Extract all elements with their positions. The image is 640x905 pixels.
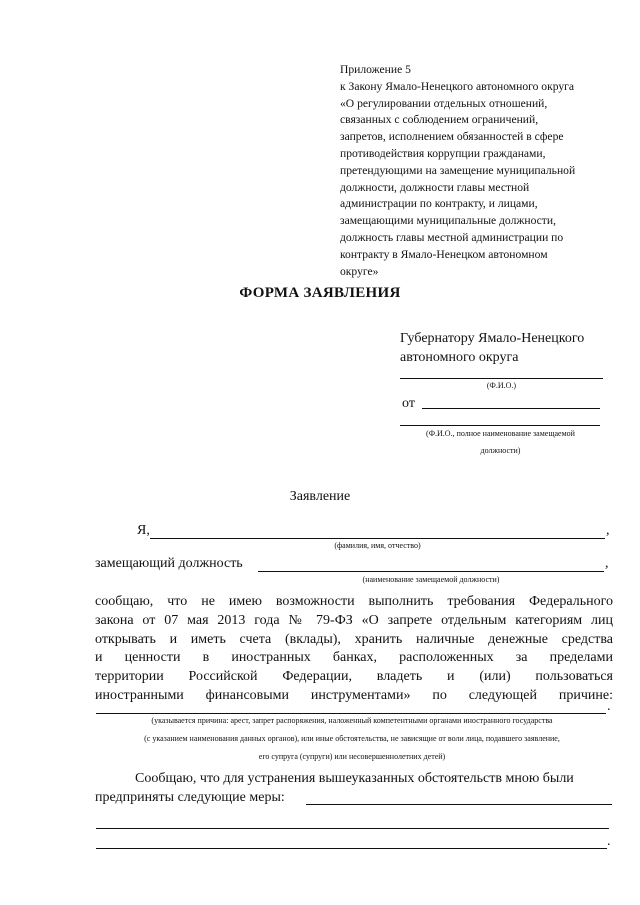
applicant-caption: (фамилия, имя, отчество) [334,541,421,550]
from-line-2[interactable] [400,425,600,426]
statement-paragraph [95,593,613,706]
from-line-1[interactable] [422,408,600,409]
measures-end-period: . [607,834,611,849]
measures-line-c[interactable] [96,848,607,849]
form-title: ФОРМА ЗАЯВЛЕНИЯ [239,285,401,301]
reason-period: . [607,699,611,714]
from-label: от [402,396,415,411]
applicant-prefix: Я, [137,523,150,538]
paragraph-line: открывать и иметь счета (вклады), хранить наличные денежные средства [95,631,613,647]
reason-caption-3: его супруга (супруги) или несовершеннолетних детей) [258,752,446,761]
position-label: замещающий должность [95,556,243,571]
position-line[interactable] [258,571,604,572]
paragraph-line: и ценности в иностранных банках, расположенных за пределами [95,650,613,666]
recipient-text: Губернатору Ямало-Ненецкого автономного округа [400,331,585,365]
reason-line[interactable] [96,713,606,714]
appendix-note: Приложение 5 к Закону Ямало-Ненецкого автономного округа «О регулировании отдельных отношений, связанных с соблюдением ограничений, запретов, исполнением обязанностей в сфере противодействия коррупции гражданами, претендующими на замещение муниципальной должности, должности главы местной администрации по контракту, и лицами, замещающими муниципальные должности, должность главы местной администрации по контракту в Ямало-Ненецком автономном округе» [340,63,576,278]
recipient-fio-caption: (Ф.И.О.) [486,381,517,390]
recipient-fio-line[interactable] [400,378,603,379]
measures-line-a[interactable] [306,804,612,805]
position-caption: (наименование замещаемой должности) [362,575,500,584]
statement-heading: Заявление [289,489,351,504]
paragraph-line: закона от 07 мая 2013 года № 79-ФЗ «О запрете отдельным категориям лиц [95,612,613,628]
paragraph-line: территории Российской Федерации, владеть и (или) пользоваться [95,669,613,685]
position-suffix: , [605,556,609,571]
paragraph-line: сообщаю, что не имею возможности выполнить требования Федерального [95,594,613,609]
applicant-name-line[interactable] [150,538,605,539]
reason-caption-1: (указывается причина: арест, запрет распоряжения, наложенный компетентными органами иностранного государства [151,716,553,725]
paragraph-line: иностранными финансовыми инструментами» по следующей причине: [95,687,613,703]
from-caption-1: (Ф.И.О., полное наименование замещаемой [426,429,575,438]
measures-line-2: предприняты следующие меры: [95,790,285,805]
measures-line-b[interactable] [96,828,609,829]
reason-caption-2: (с указанием наименования данных органов), или иные обстоятельства, не зависящие от воли лица, подавшего заявление, [144,734,560,743]
measures-line-1: Сообщаю, что для устранения вышеуказанных обстоятельств мною были [135,771,574,786]
from-caption-2: должности) [480,446,521,455]
applicant-suffix: , [606,523,610,538]
